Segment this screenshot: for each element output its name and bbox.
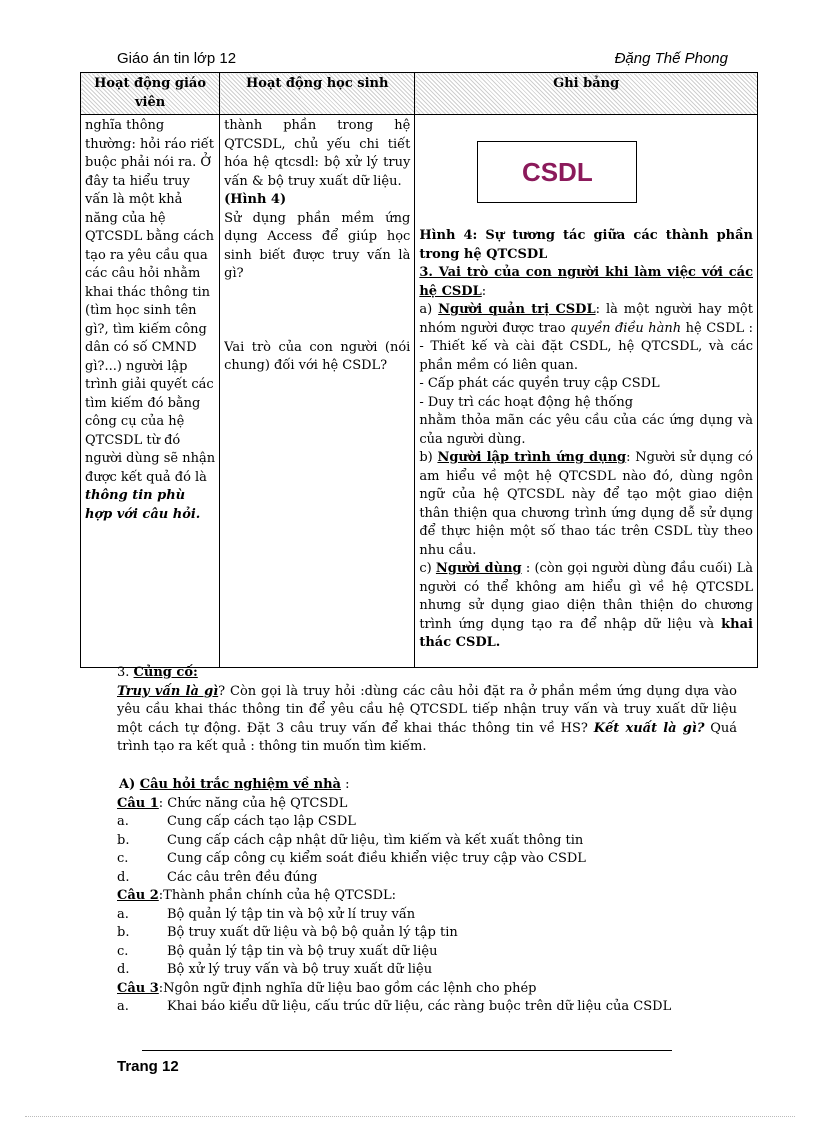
quiz-question-text: : Chức năng của hệ QTCSDL <box>158 795 348 811</box>
header-board-notes: Ghi bảng <box>415 73 758 115</box>
quiz-option-letter: d. <box>117 869 130 885</box>
quiz-option-text: Bộ quản lý tập tin và bộ xử lí truy vấn <box>167 906 416 922</box>
consolidation-section <box>117 664 737 757</box>
quiz-question <box>117 980 737 999</box>
student-activity-p2: Sử dụng phần mềm ứng dụng Access để giúp học sinh biết được truy vấn là gì? <box>224 210 411 281</box>
quiz-option-letter: a. <box>117 906 129 922</box>
quiz-option <box>117 832 737 851</box>
figure-caption: Hình 4: Sự tương tác giữa các thành phần trong hệ QTCSDL <box>419 228 753 262</box>
quiz-option <box>117 813 737 832</box>
role-admin-line4: nhằm thỏa mãn các yêu cầu của các ứng dụng và của người dùng. <box>419 413 753 447</box>
quiz-section: A) Câu hỏi trắc nghiệm về nhà : Câu 1: Chức năng của hệ QTCSDL a. Cung cấp cách tạo lập CSDL b. Cung cấp cách cập nhật dữ liệu, tìm kiếm và kết xuất thông tin c. Cung cấp công cụ kiểm soát điều khiển việc truy cập vào CSDL d. Các câu trên đều đúng Câu 2:Thành phần chính của hệ QTCSDL: a. Bộ quản lý tập tin và bộ xử lí truy vấn b. Bộ truy xuất dữ liệu và bộ bộ quản lý tập tin c. Bộ quản lý tập tin và bộ truy xuất dữ liệu d. Bộ xử lý truy vấn và bộ truy xuất dữ liệu Câu 3:Ngôn ngữ định nghĩa dữ liệu bao gồm các lệnh cho phép a. Khai báo kiểu dữ liệu, cấu trúc dữ liệu, các ràng buộc trên dữ liệu của CSDL <box>117 776 737 1017</box>
teacher-activity-italic: thông tin phù hợp với câu hỏi. <box>85 488 201 522</box>
consolidation-number: 3. <box>117 665 134 680</box>
page-bottom-edge <box>25 1116 795 1117</box>
quiz-question <box>117 887 737 906</box>
header-teacher-activity: Hoạt động giáo viên <box>81 73 220 115</box>
quiz-option <box>117 850 737 869</box>
quiz-question <box>117 795 737 814</box>
role-user: c) Người dùng : (còn gọi người dùng đầu cuối) Là người có thể không am hiểu gì về hệ QTCSDL nhưng sử dụng giao diện thân thiện do chương trình ứng dụng tạo ra để nhập dữ liệu và khai thác CSDL. <box>419 561 753 650</box>
header-author: Đặng Thế Phong <box>614 50 728 67</box>
quiz-question-text: :Thành phần chính của hệ QTCSDL: <box>158 888 397 903</box>
header-student-activity: Hoạt động học sinh <box>220 73 415 115</box>
quiz-option-letter: a. <box>117 814 129 829</box>
quiz-option-text: Cung cấp công cụ kiểm soát điều khiển việc truy cập vào CSDL <box>167 851 586 866</box>
role-admin-line2: - Cấp phát các quyền truy cập CSDL <box>419 376 660 391</box>
section-title: 3. Vai trò của con người khi làm việc với các hệ CSDL <box>419 265 753 299</box>
quiz-option <box>117 943 737 962</box>
quiz-option <box>117 924 737 943</box>
role-programmer: b) Người lập trình ứng dụng: Người sử dụng có am hiểu về một hệ QTCSDL nào đó, dùng ngôn ngữ của hệ QTCSDL này để tạo một giao diện thân thiện qua chương trình ứng dụng dễ sử dụng để thực hiện một số thao tác trên CSDL tùy theo nhu cầu. <box>419 450 753 558</box>
role-admin-line3: - Duy trì các hoạt động hệ thống <box>419 394 634 410</box>
quiz-option-text: Khai báo kiểu dữ liệu, cấu trúc dữ liệu, các ràng buộc trên dữ liệu của CSDL <box>167 999 672 1014</box>
quiz-option-letter: b. <box>117 925 130 940</box>
quiz-list <box>117 795 737 1017</box>
header-course-title: Giáo án tin lớp 12 <box>117 50 237 67</box>
quiz-heading: Câu hỏi trắc nghiệm về nhà <box>139 777 341 792</box>
quiz-question-label: Câu 1 <box>117 795 159 811</box>
quiz-option-letter: b. <box>117 832 130 848</box>
footer-page-number: Trang 12 <box>117 1058 179 1075</box>
quiz-option-text: Các câu trên đều đúng <box>167 869 318 885</box>
consolidation-title: Củng cố: <box>133 665 198 680</box>
student-activity-p3: Vai trò của con người (nói chung) đối với hệ CSDL? <box>224 339 411 373</box>
quiz-option-text: Bộ quản lý tập tin và bộ truy xuất dữ liệu <box>167 943 438 959</box>
quiz-option-text: Cung cấp cách tạo lập CSDL <box>167 814 356 829</box>
consolidation-t1: ? Còn gọi là truy hỏi :dùng các câu hỏi đặt ra ở phần mềm ứng dụng dựa vào yêu cầu khai thác thông tin để yêu cầu hệ QTCSDL tiếp nhận truy vấn và truy xuất dữ liệu một cách tự động. Đặt 3 câu truy vấn để khai thác thông tin về HS? <box>117 683 737 736</box>
consolidation-q1: Truy vấn là gì <box>117 683 219 699</box>
quiz-option <box>117 998 737 1017</box>
lesson-table <box>80 72 758 668</box>
role-admin: a) Người quản trị CSDL: là một người hay một nhóm người được trao quyền điều hành hệ CSDL : - Thiết kế và cài đặt CSDL, hệ QTCSDL, và các phần mềm có liên quan. <box>419 302 753 373</box>
quiz-option-letter: d. <box>117 962 130 977</box>
student-activity-cell <box>220 115 415 668</box>
quiz-option-text: Bộ xử lý truy vấn và bộ truy xuất dữ liệu <box>167 962 433 977</box>
quiz-option-letter: c. <box>117 943 129 959</box>
csdl-diagram-box: CSDL <box>477 141 637 203</box>
consolidation-t2: Quá trình tạo ra kết quả : thông tin muốn tìm kiếm. <box>117 720 738 754</box>
quiz-option-letter: a. <box>117 999 129 1014</box>
quiz-option <box>117 869 737 888</box>
quiz-option-letter: c. <box>117 851 129 866</box>
board-notes-cell: CSDL Hình 4: Sự tương tác giữa các thành phần trong hệ QTCSDL 3. Vai trò của con người khi làm việc với các hệ CSDL: a) Người quản trị CSDL: là một người hay một nhóm người được trao quyền điều hành hệ CSDL : - Thiết kế và cài đặt CSDL, hệ QTCSDL, và các phần mềm có liên quan. - Cấp phát các quyền truy cập CSDL - Duy trì các hoạt động hệ thống nhằm thỏa mãn các yêu cầu của các ứng dụng và của người dùng. b) Người lập trình ứng dụng: Người sử dụng có am hiểu về một hệ QTCSDL nào đó, dùng ngôn ngữ của hệ QTCSDL này để tạo một giao diện thân thiện qua chương trình ứng dụng dễ sử dụng để thực hiện một số thao tác trên CSDL tùy theo nhu cầu. c) Người dùng : (còn gọi người dùng đầu cuối) Là người có thể không am hiểu gì về hệ QTCSDL nhưng sử dụng giao diện thân thiện do chương trình ứng dụng tạo ra để nhập dữ liệu và khai thác CSDL. <box>415 115 758 668</box>
quiz-question-label: Câu 3 <box>117 980 159 996</box>
student-activity-figure-ref: (Hình 4) <box>224 192 287 207</box>
quiz-option-text: Bộ truy xuất dữ liệu và bộ bộ quản lý tập tin <box>167 925 458 940</box>
quiz-question-text: :Ngôn ngữ định nghĩa dữ liệu bao gồm các lệnh cho phép <box>158 980 537 996</box>
quiz-option <box>117 906 737 925</box>
table-body-row <box>81 115 758 668</box>
student-activity-p1: thành phần trong hệ QTCSDL, chủ yếu chi tiết hóa hệ qtcsdl: bộ xử lý truy vấn & bộ truy xuất dữ liệu. <box>224 118 411 189</box>
quiz-option <box>117 961 737 980</box>
consolidation-q2: Kết xuất là gì? <box>593 720 705 736</box>
quiz-option-text: Cung cấp cách cập nhật dữ liệu, tìm kiếm và kết xuất thông tin <box>167 832 584 848</box>
quiz-question-label: Câu 2 <box>117 888 159 903</box>
teacher-activity-text: nghĩa thông thường: hỏi ráo riết buộc phải nói ra. Ở đây ta hiểu truy vấn là một khả năng của hệ QTCSDL bằng cách tạo ra yêu cầu qua các câu hỏi nhằm khai thác thông tin (tìm học sinh tên gì?, tìm kiếm công dân có số CMND gì?...) người lập trình giải quyết các tìm kiếm đó bằng công cụ của hệ QTCSDL từ đó người dùng sẽ nhận được kết quả đó là <box>85 118 216 485</box>
teacher-activity-cell <box>81 115 220 668</box>
footer-rule <box>142 1050 672 1051</box>
table-header-row <box>81 73 758 115</box>
